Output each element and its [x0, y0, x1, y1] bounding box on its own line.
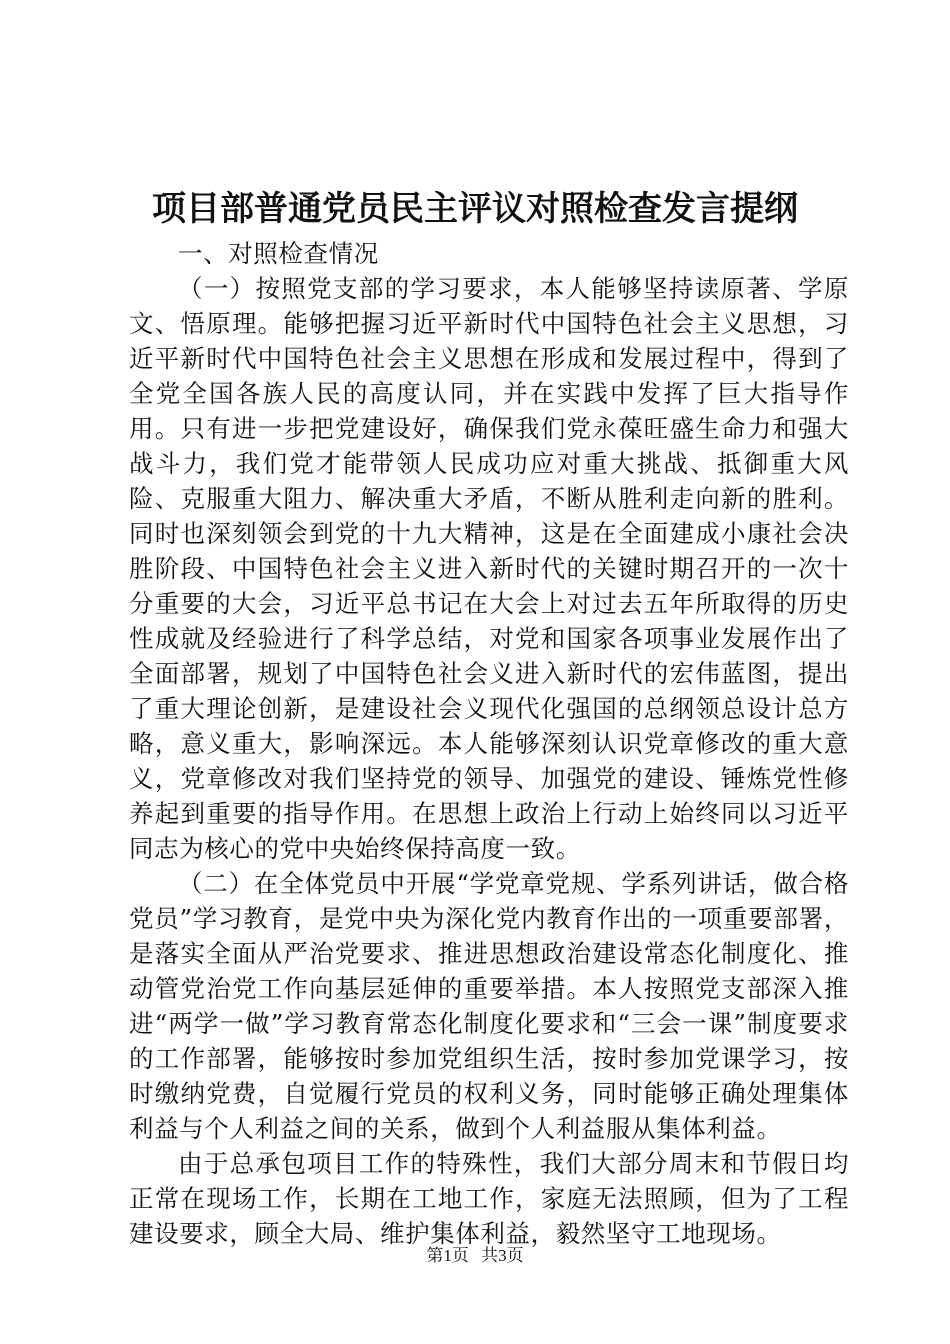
total-pages: 共3页: [481, 1246, 524, 1265]
section-heading: 一、对照检查情况: [178, 239, 379, 268]
paragraph-2: （二）在全体党员中开展“学党章党规、学系列讲话，做合格党员”学习教育，是党中央为深化党内教育作出的一项重要部署，是落实全面从严治党要求、推进思想政治建设常态化制度化、推动管党治党工作向基层延伸的重要举措。本人按照党支部深入推进“两学一做”学习教育常态化制度化要求和“三会一课”制度要求的工作部署，能够按时参加党组织生活，按时参加党课学习，按时缴纳党费，自觉履行党员的权利义务，同时能够正确处理集体利益与个人利益之间的关系，做到个人利益服从集体利益。: [129, 869, 849, 1143]
document-title: 项目部普通党员民主评议对照检查发言提纲: [152, 189, 798, 229]
page-number: 第1页: [426, 1246, 469, 1265]
document-body: [129, 236, 849, 1251]
paragraph-3: 由于总承包项目工作的特殊性，我们大部分周末和节假日均正常在现场工作，长期在工地工作，家庭无法照顾，但为了工程建设要求，顾全大局、维护集体利益，毅然坚守工地现场。: [129, 1149, 849, 1248]
page-footer: [0, 1244, 950, 1268]
paragraph-1: （一）按照党支部的学习要求，本人能够坚持读原著、学原文、悟原理。能够把握习近平新时代中国特色社会主义思想，习近平新时代中国特色社会主义思想在形成和发展过程中，得到了全党全国各族人民的高度认同，并在实践中发挥了巨大指导作用。只有进一步把党建设好，确保我们党永葆旺盛生命力和强大战斗力，我们党才能带领人民成功应对重大挑战、抵御重大风险、克服重大阻力、解决重大矛盾，不断从胜利走向新的胜利。同时也深刻领会到党的十九大精神，这是在全面建成小康社会决胜阶段、中国特色社会主义进入新时代的关键时期召开的一次十分重要的大会，习近平总书记在大会上对过去五年所取得的历史性成就及经验进行了科学总结，对党和国家各项事业发展作出了全面部署，规划了中国特色社会义进入新时代的宏伟蓝图，提出了重大理论创新，是建设社会义现代化强国的总纲领总设计总方略，意义重大，影响深远。本人能够深刻认识党章修改的重大意义，党章修改对我们坚持党的领导、加强党的建设、锤炼党性修养起到重要的指导作用。在思想上政治上行动上始终同以习近平同志为核心的党中央始终保持高度一致。: [129, 274, 849, 863]
